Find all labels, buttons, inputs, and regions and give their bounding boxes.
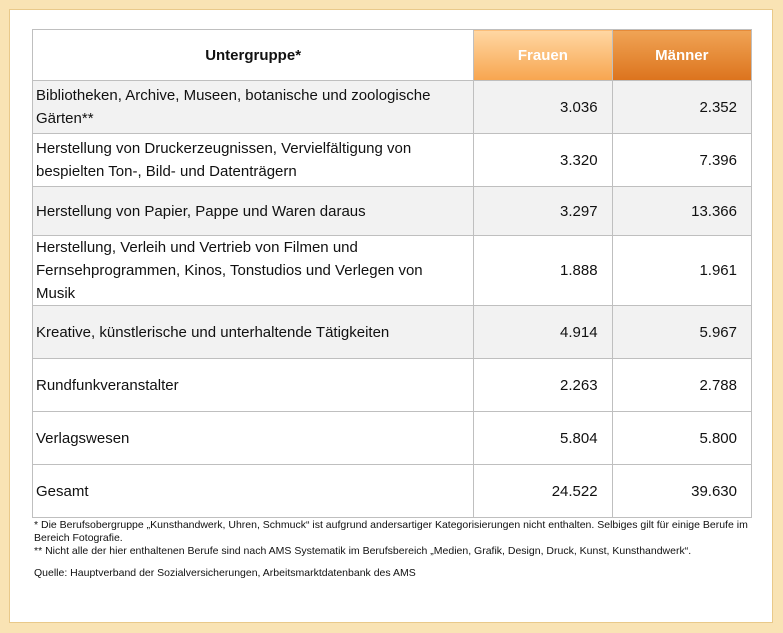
table-row [33, 187, 752, 236]
row-label: Herstellung von Papier, Pappe und Waren daraus [33, 187, 474, 236]
row-label: Gesamt [33, 465, 474, 518]
table-body [33, 81, 752, 518]
cell-maenner: 39.630 [612, 465, 751, 518]
table-row [33, 236, 752, 306]
cell-frauen: 1.888 [474, 236, 612, 306]
cell-frauen: 3.036 [474, 81, 612, 134]
row-label: Kreative, künstlerische und unterhaltende Tätigkeiten [33, 306, 474, 359]
table-row [33, 306, 752, 359]
header-untergruppe: Untergruppe* [33, 30, 474, 81]
table-row [33, 465, 752, 518]
table-row [33, 412, 752, 465]
header-row [33, 30, 752, 81]
source-note: Quelle: Hauptverband der Sozialversicherungen, Arbeitsmarktdatenbank des AMS [34, 567, 416, 579]
header-maenner: Männer [612, 30, 751, 81]
cell-frauen: 24.522 [474, 465, 612, 518]
footnote-1: * Die Berufsobergruppe „Kunsthandwerk, Uhren, Schmuck“ ist aufgrund andersartiger Kategorisierungen nicht enthalten. Selbiges gilt für einige Berufe im Bereich Fotografie. [34, 519, 748, 544]
header-frauen: Frauen [474, 30, 612, 81]
row-label: Rundfunkveranstalter [33, 359, 474, 412]
figure-frame [9, 9, 773, 623]
cell-maenner: 5.967 [612, 306, 751, 359]
cell-maenner: 7.396 [612, 134, 751, 187]
cell-frauen: 2.263 [474, 359, 612, 412]
table-row [33, 359, 752, 412]
footnotes [34, 519, 754, 580]
cell-maenner: 5.800 [612, 412, 751, 465]
footnote-2: ** Nicht alle der hier enthaltenen Berufe sind nach AMS Systematik im Berufsbereich „Medien, Grafik, Design, Druck, Kunst, Kunsthandwerk“. [34, 545, 692, 557]
table-row [33, 81, 752, 134]
cell-frauen: 4.914 [474, 306, 612, 359]
cell-frauen: 3.320 [474, 134, 612, 187]
cell-maenner: 1.961 [612, 236, 751, 306]
cell-frauen: 3.297 [474, 187, 612, 236]
row-label: Bibliotheken, Archive, Museen, botanische und zoologische Gärten** [33, 81, 474, 134]
data-table [32, 29, 752, 518]
cell-maenner: 2.788 [612, 359, 751, 412]
row-label: Herstellung von Druckerzeugnissen, Vervielfältigung von bespielten Ton-, Bild- und Datenträgern [33, 134, 474, 187]
cell-frauen: 5.804 [474, 412, 612, 465]
cell-maenner: 2.352 [612, 81, 751, 134]
cell-maenner: 13.366 [612, 187, 751, 236]
row-label: Herstellung, Verleih und Vertrieb von Filmen und Fernsehprogrammen, Kinos, Tonstudios und Verlegen von Musik [33, 236, 474, 306]
row-label: Verlagswesen [33, 412, 474, 465]
table-row [33, 134, 752, 187]
